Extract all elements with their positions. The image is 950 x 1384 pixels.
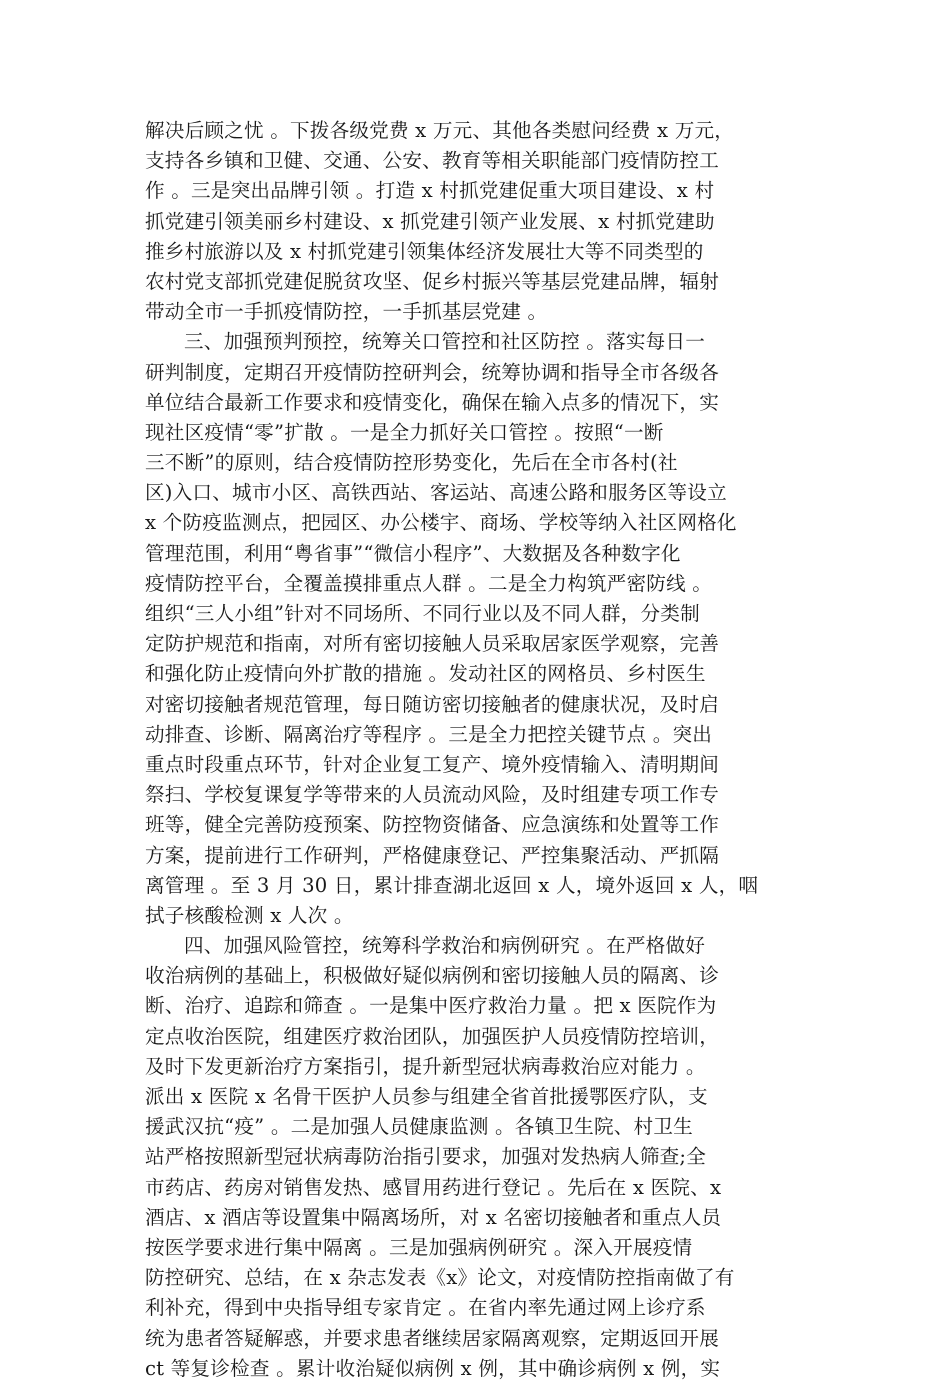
- text-line: 解决后顾之忧 。下拨各级党费 x 万元、其他各类慰问经费 x 万元，: [145, 119, 735, 142]
- text-line: 利补充，得到中央指导组专家肯定 。在省内率先通过网上诊疗系: [145, 1296, 706, 1320]
- text-line: 定点收治医院，组建医疗救治团队，加强医护人员疫情防控培训，: [145, 1024, 720, 1048]
- text-line: 按医学要求进行集中隔离 。三是加强病例研究 。深入开展疫情: [145, 1235, 693, 1259]
- text-line: 疫情防控平台，全覆盖摸排重点人群 。二是全力构筑严密防线 。: [145, 571, 713, 595]
- text-line: 定防护规范和指南，对所有密切接触人员采取居家医学观察，完善: [145, 632, 720, 656]
- text-line: 研判制度，定期召开疫情防控研判会，统筹协调和指导全市各级各: [145, 360, 720, 384]
- section-heading-line: 四、加强风险管控，统筹科学救治和病例研究 。在严格做好: [184, 934, 706, 958]
- text-line: 酒店、x 酒店等设置集中隔离场所，对 x 名密切接触者和重点人员: [145, 1205, 722, 1229]
- text-line: 对密切接触者规范管理，每日随访密切接触者的健康状况，及时启: [145, 692, 720, 716]
- text-line: 防控研究、总结，在 x 杂志发表《x》论文，对疫情防控指南做了有: [145, 1266, 735, 1290]
- text-line: 单位结合最新工作要求和疫情变化，确保在输入点多的情况下，实: [145, 390, 720, 414]
- text-line: 市药店、药房对销售发热、感冒用药进行登记 。先后在 x 医院、x: [145, 1175, 722, 1199]
- text-line: 离管理 。至 3 月 30 日，累计排查湖北返回 x 人，境外返回 x 人，咽: [145, 873, 759, 897]
- section-heading-line: 三、加强预判预控，统筹关口管控和社区防控 。落实每日一: [184, 330, 706, 354]
- text-line: 断、治疗、追踪和筛查 。一是集中医疗救治力量 。把 x 医院作为: [145, 994, 717, 1018]
- text-line: 方案，提前进行工作研判，严格健康登记、严控集聚活动、严抓隔: [145, 843, 720, 867]
- text-line: 区)入口、城市小区、高铁西站、客运站、高速公路和服务区等设立: [145, 481, 727, 505]
- text-line: 支持各乡镇和卫健、交通、公安、教育等相关职能部门疫情防控工: [145, 149, 720, 173]
- text-line: 派出 x 医院 x 名骨干医护人员参与组建全省首批援鄂医疗队，支: [145, 1085, 708, 1108]
- text-line: x 个防疫监测点，把园区、办公楼宇、商场、学校等纳入社区网格化: [145, 511, 737, 535]
- text-line: 管理范围，利用“粤省事”“微信小程序”、大数据及各种数字化: [145, 541, 681, 565]
- text-line: 抓党建引领美丽乡村建设、x 抓党建引领产业发展、x 村抓党建助: [145, 209, 715, 233]
- text-line: 祭扫、学校复课复学等带来的人员流动风险，及时组建专项工作专: [145, 783, 720, 807]
- text-line: 农村党支部抓党建促脱贫攻坚、促乡村振兴等基层党建品牌，辐射: [145, 269, 720, 293]
- text-line: 动排查、诊断、隔离治疗等程序 。三是全力把控关键节点 。突出: [145, 722, 713, 746]
- text-line: 重点时段重点环节，针对企业复工复产、境外疫情输入、清明期间: [145, 752, 720, 776]
- text-line: 推乡村旅游以及 x 村抓党建引领集体经济发展壮大等不同类型的: [145, 239, 704, 263]
- text-line: 班等，健全完善防疫预案、防控物资储备、应急演练和处置等工作: [145, 813, 720, 837]
- text-line: 及时下发更新治疗方案指引，提升新型冠状病毒救治应对能力 。: [145, 1054, 706, 1078]
- text-line: ct 等复诊检查 。累计收治疑似病例 x 例，其中确诊病例 x 例，实: [145, 1356, 721, 1380]
- text-line: 三不断”的原则，结合疫情防控形势变化，先后在全市各村(社: [145, 451, 678, 475]
- text-line: 和强化防止疫情向外扩散的措施 。发动社区的网格员、乡村医生: [145, 662, 706, 686]
- text-line: 站严格按照新型冠状病毒防治指引要求，加强对发热病人筛查;全: [145, 1145, 707, 1169]
- text-line: 收治病例的基础上，积极做好疑似病例和密切接触人员的隔离、诊: [145, 964, 720, 988]
- document-body: [145, 116, 805, 1384]
- text-line: 作 。三是突出品牌引领 。打造 x 村抓党建促重大项目建设、x 村: [145, 179, 715, 203]
- text-line: 拭子核酸检测 x 人次 。: [145, 903, 354, 927]
- text-line: 现社区疫情“零”扩散 。一是全力抓好关口管控 。按照“一断: [145, 420, 664, 444]
- text-line: 组织“三人小组”针对不同场所、不同行业以及不同人群，分类制: [145, 602, 700, 625]
- text-line: 带动全市一手抓疫情防控，一手抓基层党建 。: [145, 300, 548, 324]
- text-line: 援武汉抗“疫” 。二是加强人员健康监测 。各镇卫生院、村卫生: [145, 1115, 693, 1139]
- text-line: 统为患者答疑解惑，并要求患者继续居家隔离观察，定期返回开展: [145, 1326, 720, 1350]
